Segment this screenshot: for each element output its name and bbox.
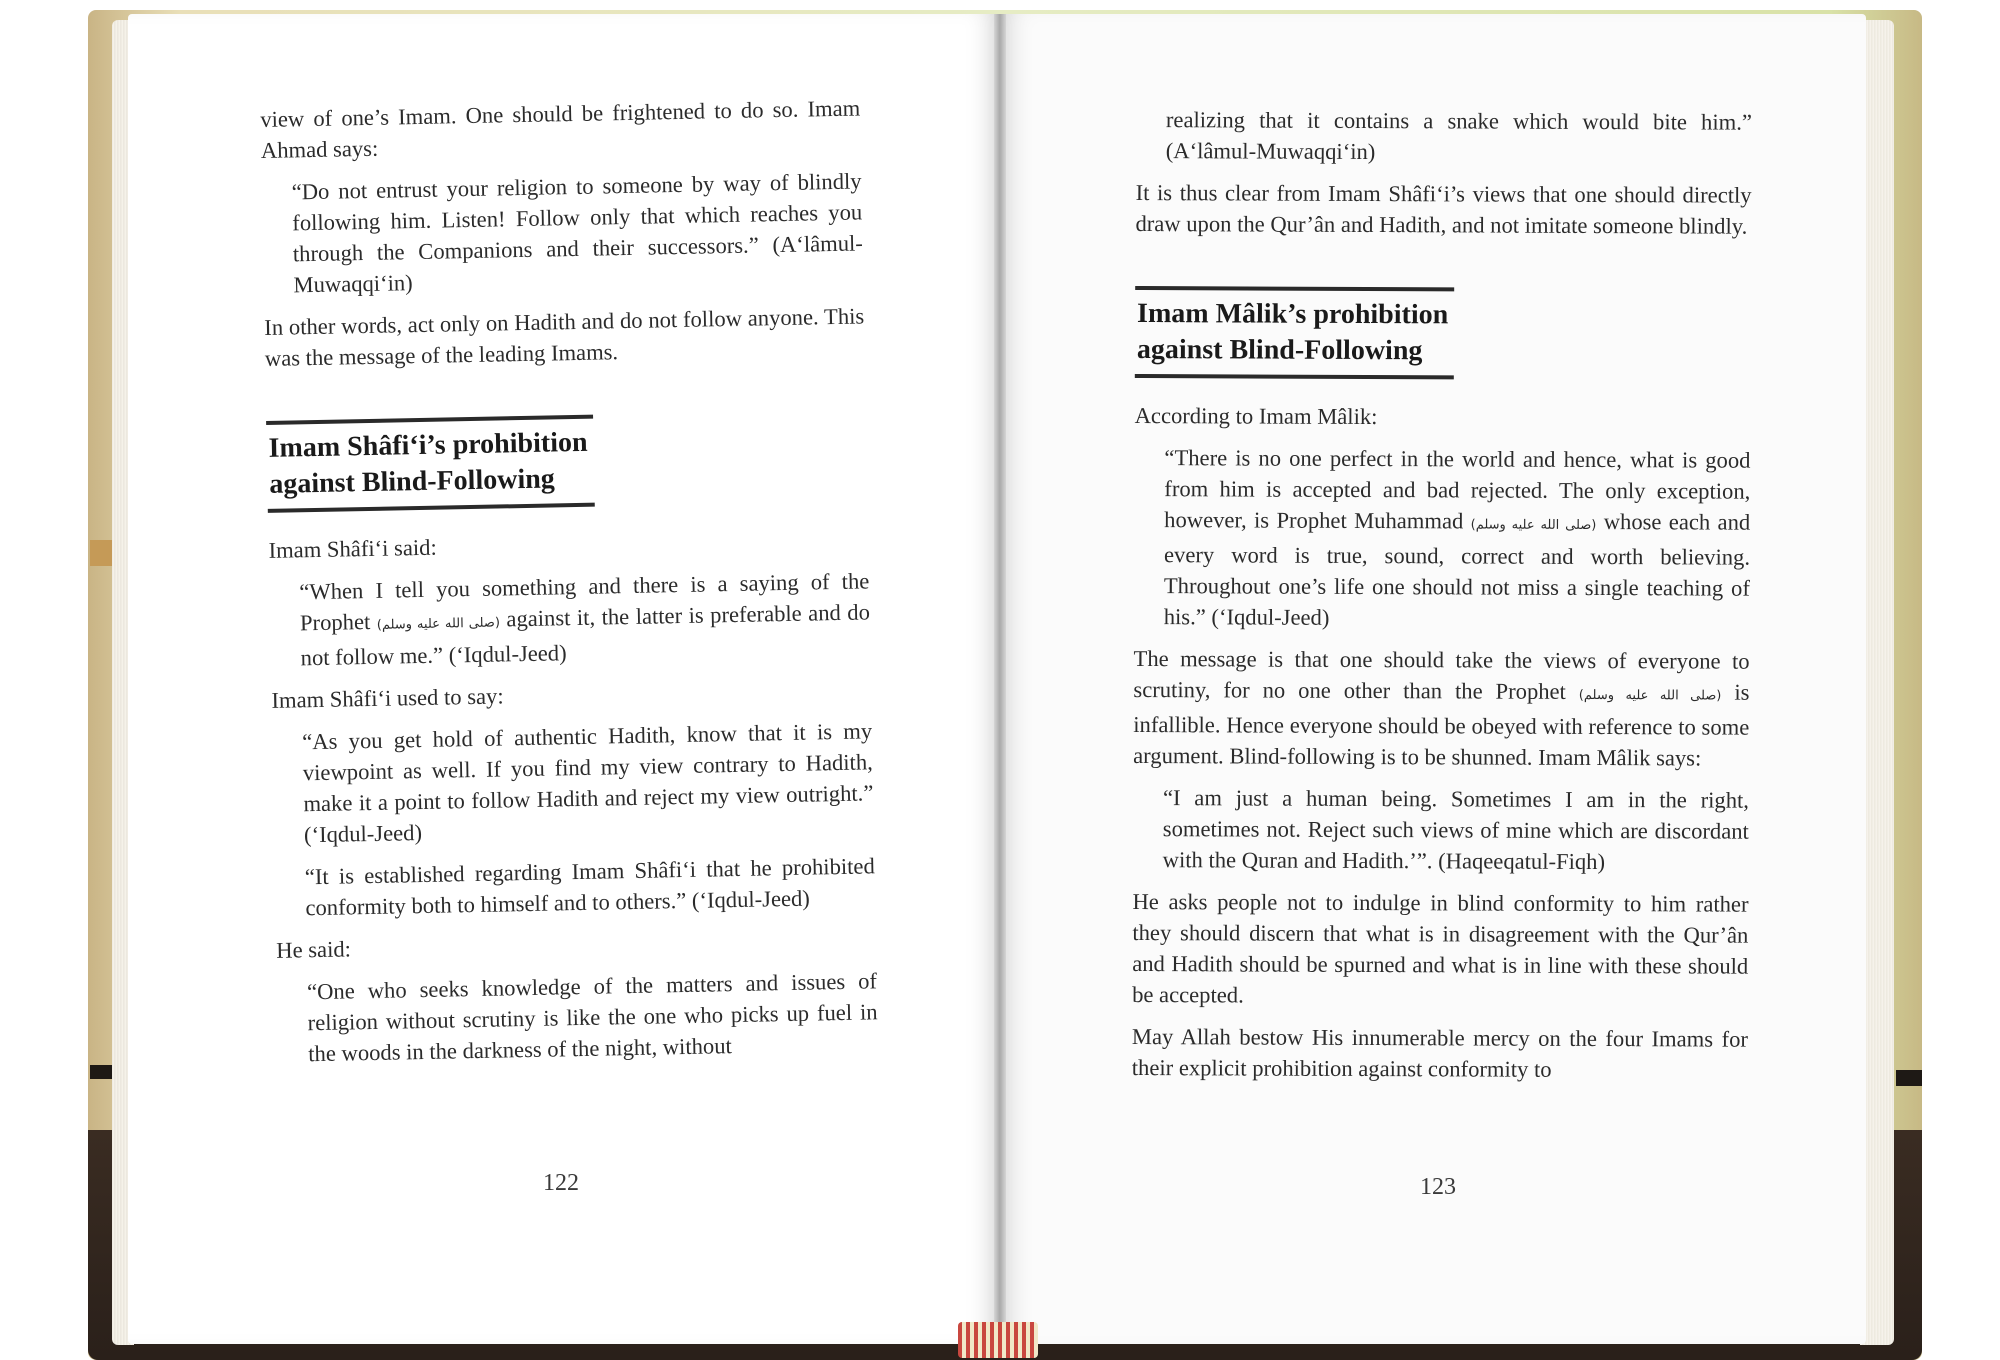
- section-heading: [266, 415, 595, 513]
- quote: “It is established regarding Imam Shâfi‘i that he prohibited conformity both to himself and to others.” (‘Iqdul-Jeed): [304, 853, 875, 921]
- quote: “As you get hold of authentic Hadith, know that it is my viewpoint as well. If you find my view contrary to Hadith, make it a point to follow Hadith and reject my view outright.” (‘Iqdul-Jeed): [302, 718, 874, 848]
- paragraph: Imam Shâfi‘i used to say:: [271, 683, 504, 713]
- quote: [1164, 442, 1751, 635]
- heading-line: Imam Shâfi‘i’s prohibition: [268, 426, 588, 464]
- page-number: 122: [543, 1170, 579, 1196]
- book-headband: [958, 1322, 1038, 1358]
- paragraph: May Allah bestow His innumerable mercy on the four Imams for their explicit prohibition against conformity to: [1131, 1023, 1748, 1082]
- paragraph: view of one’s Imam. One should be frightened to do so. Imam Ahmad says:: [260, 95, 861, 163]
- book-gutter: [994, 14, 1006, 1344]
- quote: [299, 565, 871, 673]
- paragraph-text: is infallible. Hence everyone should be obeyed with reference to some argument. Blind-following is to be shunned. Imam Mâlik says:: [1133, 679, 1750, 771]
- left-page: [128, 14, 1000, 1344]
- paragraph-text: The message is that one should take the views of everyone to scrutiny, for no one other than the Prophet: [1133, 645, 1750, 704]
- quote: “I am just a human being. Sometimes I am in the right, sometimes not. Reject such views of mine which are discordant with the Quran and Hadith.’”. (Haqeeqatul-Fiqh): [1162, 785, 1750, 875]
- quote-text: “When I tell you something and there is a saying of the Prophet: [299, 568, 870, 636]
- arabic-honorific: (صلى الله عليه وسلم): [1578, 687, 1722, 704]
- paragraph: He said:: [276, 936, 352, 963]
- left-page-text: [260, 92, 879, 1080]
- heading-line: against Blind-Following: [269, 463, 556, 500]
- quote: realizing that it contains a snake which would bite him.” (A‘lâmul-Muwaqqi‘in): [1165, 107, 1752, 165]
- page-number: 123: [1420, 1174, 1456, 1200]
- heading-line: Imam Mâlik’s prohibition: [1137, 298, 1449, 331]
- section-heading: [1135, 286, 1455, 379]
- arabic-honorific: (صلى الله عليه وسلم): [1470, 517, 1597, 534]
- quote: “One who seeks knowledge of the matters and issues of religion without scrutiny is like the one who picks up fuel in the woods in the darkness of the night, without: [306, 968, 878, 1067]
- quote-text: against it, the latter is preferable and do not follow me.” (‘Iqdul-Jeed): [300, 599, 871, 671]
- quote: “Do not entrust your religion to someone by way of blindly following him. Listen! Follow only that which reaches you through the Companions and their successors.” (A‘lâmul-Muwaqqi‘in): [291, 168, 864, 298]
- paragraph: Imam Shâfi‘i said:: [268, 534, 437, 563]
- paragraph: [1133, 643, 1750, 774]
- paragraph: He asks people not to indulge in blind conformity to him rather they should discern that what is in disagreement with the Qur’ân and Hadith should be spurned and what is in line with these should be accepted.: [1132, 888, 1749, 1008]
- quote-text: “There is no one perfect in the world and hence, what is good from him is accepted and bad rejected. The only exception, however, is Prophet Muhammad: [1164, 445, 1751, 534]
- right-page-text: [1132, 104, 1752, 1097]
- heading-line: against Blind-Following: [1136, 334, 1423, 367]
- paragraph: According to Imam Mâlik:: [1134, 402, 1378, 430]
- right-page: [1000, 14, 1866, 1344]
- paragraph: It is thus clear from Imam Shâfi‘i’s views that one should directly draw upon the Qur’ân and Hadith, and not imitate someone blindly.: [1135, 179, 1752, 239]
- arabic-honorific: (صلى الله عليه وسلم): [376, 615, 501, 633]
- paragraph: In other words, act only on Hadith and do not follow anyone. This was the message of the leading Imams.: [264, 303, 865, 371]
- cover-band: [1896, 1070, 1922, 1086]
- quote-text: whose each and every word is true, sound, correct and worth believing. Throughout one’s life one should not miss a single teaching of his.” (‘Iqdul-Jeed): [1163, 509, 1751, 630]
